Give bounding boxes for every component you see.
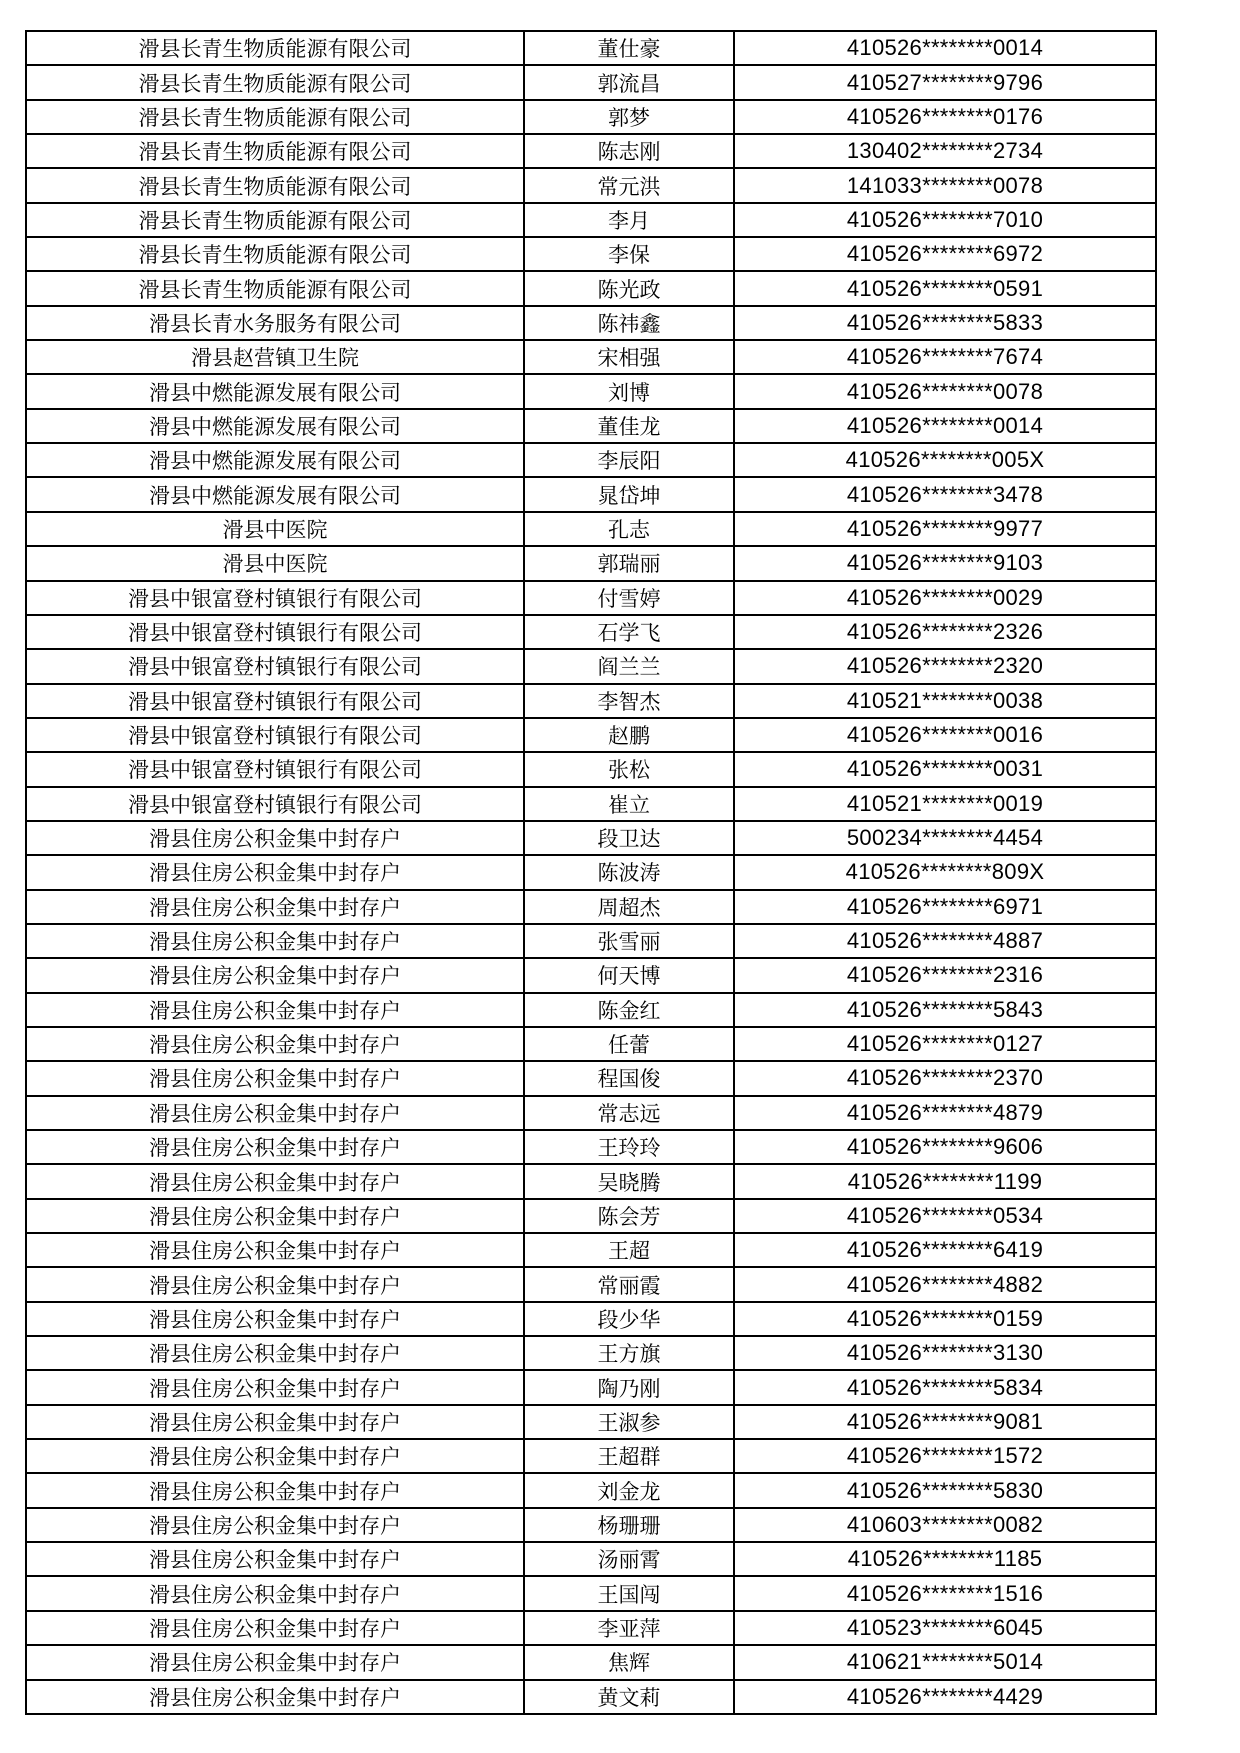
- table-row: [26, 581, 1156, 615]
- id-number-cell: 410521********0019: [734, 787, 1156, 821]
- id-number-cell: 410526********5843: [734, 993, 1156, 1027]
- id-number-cell: 410526********0014: [734, 31, 1156, 65]
- unit-cell: 滑县住房公积金集中封存户: [26, 1302, 524, 1336]
- person-name-cell: 郭梦: [524, 100, 734, 134]
- table-row: [26, 993, 1156, 1027]
- id-number-cell: 410526********6972: [734, 237, 1156, 271]
- id-number-cell: 410526********5833: [734, 306, 1156, 340]
- unit-cell: 滑县中医院: [26, 546, 524, 580]
- id-number-cell: 410526********3478: [734, 477, 1156, 511]
- unit-cell: 滑县住房公积金集中封存户: [26, 1336, 524, 1370]
- table-row: [26, 752, 1156, 786]
- table-row: [26, 1061, 1156, 1095]
- person-name-cell: 陈光政: [524, 271, 734, 305]
- table-row: [26, 31, 1156, 65]
- unit-cell: 滑县中银富登村镇银行有限公司: [26, 718, 524, 752]
- id-number-cell: 410526********6971: [734, 890, 1156, 924]
- id-number-cell: 410526********2326: [734, 615, 1156, 649]
- id-number-cell: 410526********1199: [734, 1164, 1156, 1198]
- id-number-cell: 410527********9796: [734, 65, 1156, 99]
- table-row: [26, 168, 1156, 202]
- id-number-cell: 410526********2370: [734, 1061, 1156, 1095]
- id-number-cell: 410526********0534: [734, 1199, 1156, 1233]
- unit-cell: 滑县住房公积金集中封存户: [26, 1405, 524, 1439]
- person-name-cell: 段卫达: [524, 821, 734, 855]
- id-number-cell: 410526********1516: [734, 1576, 1156, 1610]
- person-name-cell: 王国闯: [524, 1576, 734, 1610]
- id-number-cell: 141033********0078: [734, 168, 1156, 202]
- table-row: [26, 1233, 1156, 1267]
- table-row: [26, 1302, 1156, 1336]
- id-number-cell: 410526********4879: [734, 1096, 1156, 1130]
- table-row: [26, 615, 1156, 649]
- table-row: [26, 1680, 1156, 1714]
- person-name-cell: 陈金红: [524, 993, 734, 1027]
- person-name-cell: 杨珊珊: [524, 1508, 734, 1542]
- unit-cell: 滑县住房公积金集中封存户: [26, 958, 524, 992]
- person-name-cell: 王玲玲: [524, 1130, 734, 1164]
- id-number-cell: 410526********5830: [734, 1473, 1156, 1507]
- person-name-cell: 王方旗: [524, 1336, 734, 1370]
- unit-cell: 滑县住房公积金集中封存户: [26, 1233, 524, 1267]
- table-row: [26, 65, 1156, 99]
- table-row: [26, 1405, 1156, 1439]
- person-name-cell: 李辰阳: [524, 443, 734, 477]
- unit-cell: 滑县中医院: [26, 512, 524, 546]
- unit-cell: 滑县中燃能源发展有限公司: [26, 409, 524, 443]
- unit-cell: 滑县住房公积金集中封存户: [26, 890, 524, 924]
- unit-cell: 滑县中银富登村镇银行有限公司: [26, 615, 524, 649]
- unit-cell: 滑县中燃能源发展有限公司: [26, 443, 524, 477]
- id-number-cell: 410526********4887: [734, 924, 1156, 958]
- table-row: [26, 1199, 1156, 1233]
- table-row: [26, 477, 1156, 511]
- person-name-cell: 何天博: [524, 958, 734, 992]
- unit-cell: 滑县住房公积金集中封存户: [26, 1576, 524, 1610]
- unit-cell: 滑县住房公积金集中封存户: [26, 924, 524, 958]
- table-row: [26, 134, 1156, 168]
- person-name-cell: 常元洪: [524, 168, 734, 202]
- unit-cell: 滑县长青生物质能源有限公司: [26, 31, 524, 65]
- person-name-cell: 程国俊: [524, 1061, 734, 1095]
- unit-cell: 滑县长青生物质能源有限公司: [26, 65, 524, 99]
- table-row: [26, 1267, 1156, 1301]
- id-number-cell: 410526********0176: [734, 100, 1156, 134]
- id-number-cell: 410526********7010: [734, 203, 1156, 237]
- unit-cell: 滑县住房公积金集中封存户: [26, 1611, 524, 1645]
- id-number-cell: 410526********9081: [734, 1405, 1156, 1439]
- table-row: [26, 340, 1156, 374]
- id-number-cell: 410526********0029: [734, 581, 1156, 615]
- id-number-cell: 410526********4429: [734, 1680, 1156, 1714]
- roster-table-body: [26, 31, 1156, 1714]
- id-number-cell: 410526********809X: [734, 855, 1156, 889]
- unit-cell: 滑县长青生物质能源有限公司: [26, 237, 524, 271]
- unit-cell: 滑县中银富登村镇银行有限公司: [26, 581, 524, 615]
- unit-cell: 滑县住房公积金集中封存户: [26, 1370, 524, 1404]
- table-row: [26, 306, 1156, 340]
- table-row: [26, 1576, 1156, 1610]
- person-name-cell: 焦辉: [524, 1645, 734, 1679]
- person-name-cell: 常志远: [524, 1096, 734, 1130]
- id-number-cell: 410526********1185: [734, 1542, 1156, 1576]
- id-number-cell: 410526********2320: [734, 649, 1156, 683]
- table-row: [26, 1164, 1156, 1198]
- id-number-cell: 130402********2734: [734, 134, 1156, 168]
- person-name-cell: 阎兰兰: [524, 649, 734, 683]
- table-row: [26, 1611, 1156, 1645]
- table-row: [26, 1130, 1156, 1164]
- table-row: [26, 855, 1156, 889]
- unit-cell: 滑县长青生物质能源有限公司: [26, 168, 524, 202]
- person-name-cell: 董仕豪: [524, 31, 734, 65]
- person-name-cell: 常丽霞: [524, 1267, 734, 1301]
- unit-cell: 滑县长青生物质能源有限公司: [26, 134, 524, 168]
- table-row: [26, 1336, 1156, 1370]
- table-row: [26, 1473, 1156, 1507]
- unit-cell: 滑县住房公积金集中封存户: [26, 855, 524, 889]
- unit-cell: 滑县长青生物质能源有限公司: [26, 203, 524, 237]
- table-row: [26, 1370, 1156, 1404]
- table-row: [26, 684, 1156, 718]
- unit-cell: 滑县住房公积金集中封存户: [26, 1096, 524, 1130]
- table-row: [26, 649, 1156, 683]
- id-number-cell: 410521********0038: [734, 684, 1156, 718]
- person-name-cell: 陈志刚: [524, 134, 734, 168]
- person-name-cell: 段少华: [524, 1302, 734, 1336]
- unit-cell: 滑县住房公积金集中封存户: [26, 1130, 524, 1164]
- id-number-cell: 410526********3130: [734, 1336, 1156, 1370]
- person-name-cell: 陈会芳: [524, 1199, 734, 1233]
- unit-cell: 滑县中银富登村镇银行有限公司: [26, 787, 524, 821]
- person-name-cell: 汤丽霄: [524, 1542, 734, 1576]
- unit-cell: 滑县长青生物质能源有限公司: [26, 100, 524, 134]
- table-row: [26, 1027, 1156, 1061]
- unit-cell: 滑县住房公积金集中封存户: [26, 1508, 524, 1542]
- table-row: [26, 924, 1156, 958]
- table-row: [26, 237, 1156, 271]
- id-number-cell: 410526********2316: [734, 958, 1156, 992]
- table-row: [26, 100, 1156, 134]
- id-number-cell: 410526********0159: [734, 1302, 1156, 1336]
- person-name-cell: 董佳龙: [524, 409, 734, 443]
- id-number-cell: 410526********005X: [734, 443, 1156, 477]
- id-number-cell: 410526********4882: [734, 1267, 1156, 1301]
- id-number-cell: 410526********0031: [734, 752, 1156, 786]
- unit-cell: 滑县中燃能源发展有限公司: [26, 477, 524, 511]
- id-number-cell: 410526********0014: [734, 409, 1156, 443]
- unit-cell: 滑县中银富登村镇银行有限公司: [26, 684, 524, 718]
- unit-cell: 滑县住房公积金集中封存户: [26, 1061, 524, 1095]
- id-number-cell: 410526********7674: [734, 340, 1156, 374]
- unit-cell: 滑县住房公积金集中封存户: [26, 1027, 524, 1061]
- id-number-cell: 410526********0016: [734, 718, 1156, 752]
- table-row: [26, 1096, 1156, 1130]
- id-number-cell: 410603********0082: [734, 1508, 1156, 1542]
- id-number-cell: 410526********9977: [734, 512, 1156, 546]
- person-name-cell: 李月: [524, 203, 734, 237]
- person-name-cell: 任蕾: [524, 1027, 734, 1061]
- table-row: [26, 958, 1156, 992]
- unit-cell: 滑县住房公积金集中封存户: [26, 993, 524, 1027]
- table-row: [26, 1439, 1156, 1473]
- id-number-cell: 410526********0078: [734, 374, 1156, 408]
- id-number-cell: 410526********5834: [734, 1370, 1156, 1404]
- id-number-cell: 410526********0591: [734, 271, 1156, 305]
- unit-cell: 滑县住房公积金集中封存户: [26, 1164, 524, 1198]
- person-name-cell: 陶乃刚: [524, 1370, 734, 1404]
- unit-cell: 滑县中燃能源发展有限公司: [26, 374, 524, 408]
- person-name-cell: 王超: [524, 1233, 734, 1267]
- table-row: [26, 271, 1156, 305]
- person-name-cell: 李亚萍: [524, 1611, 734, 1645]
- person-name-cell: 郭流昌: [524, 65, 734, 99]
- person-name-cell: 晁岱坤: [524, 477, 734, 511]
- table-row: [26, 787, 1156, 821]
- unit-cell: 滑县长青生物质能源有限公司: [26, 271, 524, 305]
- table-row: [26, 203, 1156, 237]
- person-name-cell: 张松: [524, 752, 734, 786]
- person-name-cell: 崔立: [524, 787, 734, 821]
- person-name-cell: 刘金龙: [524, 1473, 734, 1507]
- id-number-cell: 410526********9103: [734, 546, 1156, 580]
- unit-cell: 滑县住房公积金集中封存户: [26, 1680, 524, 1714]
- unit-cell: 滑县住房公积金集中封存户: [26, 1473, 524, 1507]
- person-name-cell: 刘博: [524, 374, 734, 408]
- person-name-cell: 李智杰: [524, 684, 734, 718]
- table-row: [26, 1508, 1156, 1542]
- person-name-cell: 郭瑞丽: [524, 546, 734, 580]
- person-name-cell: 周超杰: [524, 890, 734, 924]
- unit-cell: 滑县住房公积金集中封存户: [26, 1267, 524, 1301]
- id-number-cell: 410526********0127: [734, 1027, 1156, 1061]
- table-row: [26, 409, 1156, 443]
- table-row: [26, 718, 1156, 752]
- unit-cell: 滑县赵营镇卫生院: [26, 340, 524, 374]
- table-row: [26, 512, 1156, 546]
- unit-cell: 滑县住房公积金集中封存户: [26, 1542, 524, 1576]
- table-row: [26, 1645, 1156, 1679]
- person-name-cell: 张雪丽: [524, 924, 734, 958]
- id-number-cell: 410621********5014: [734, 1645, 1156, 1679]
- table-row: [26, 443, 1156, 477]
- person-name-cell: 王淑参: [524, 1405, 734, 1439]
- person-name-cell: 石学飞: [524, 615, 734, 649]
- table-row: [26, 890, 1156, 924]
- unit-cell: 滑县中银富登村镇银行有限公司: [26, 752, 524, 786]
- id-number-cell: 410526********6419: [734, 1233, 1156, 1267]
- person-name-cell: 陈波涛: [524, 855, 734, 889]
- person-name-cell: 黄文莉: [524, 1680, 734, 1714]
- table-row: [26, 546, 1156, 580]
- personnel-roster-table: [25, 30, 1157, 1715]
- id-number-cell: 410526********9606: [734, 1130, 1156, 1164]
- person-name-cell: 陈祎鑫: [524, 306, 734, 340]
- unit-cell: 滑县长青水务服务有限公司: [26, 306, 524, 340]
- person-name-cell: 付雪婷: [524, 581, 734, 615]
- person-name-cell: 王超群: [524, 1439, 734, 1473]
- person-name-cell: 宋相强: [524, 340, 734, 374]
- unit-cell: 滑县住房公积金集中封存户: [26, 1199, 524, 1233]
- person-name-cell: 吴晓腾: [524, 1164, 734, 1198]
- unit-cell: 滑县住房公积金集中封存户: [26, 1645, 524, 1679]
- unit-cell: 滑县中银富登村镇银行有限公司: [26, 649, 524, 683]
- id-number-cell: 410526********1572: [734, 1439, 1156, 1473]
- table-row: [26, 821, 1156, 855]
- unit-cell: 滑县住房公积金集中封存户: [26, 821, 524, 855]
- id-number-cell: 410523********6045: [734, 1611, 1156, 1645]
- person-name-cell: 孔志: [524, 512, 734, 546]
- person-name-cell: 李保: [524, 237, 734, 271]
- person-name-cell: 赵鹏: [524, 718, 734, 752]
- table-row: [26, 374, 1156, 408]
- unit-cell: 滑县住房公积金集中封存户: [26, 1439, 524, 1473]
- table-row: [26, 1542, 1156, 1576]
- id-number-cell: 500234********4454: [734, 821, 1156, 855]
